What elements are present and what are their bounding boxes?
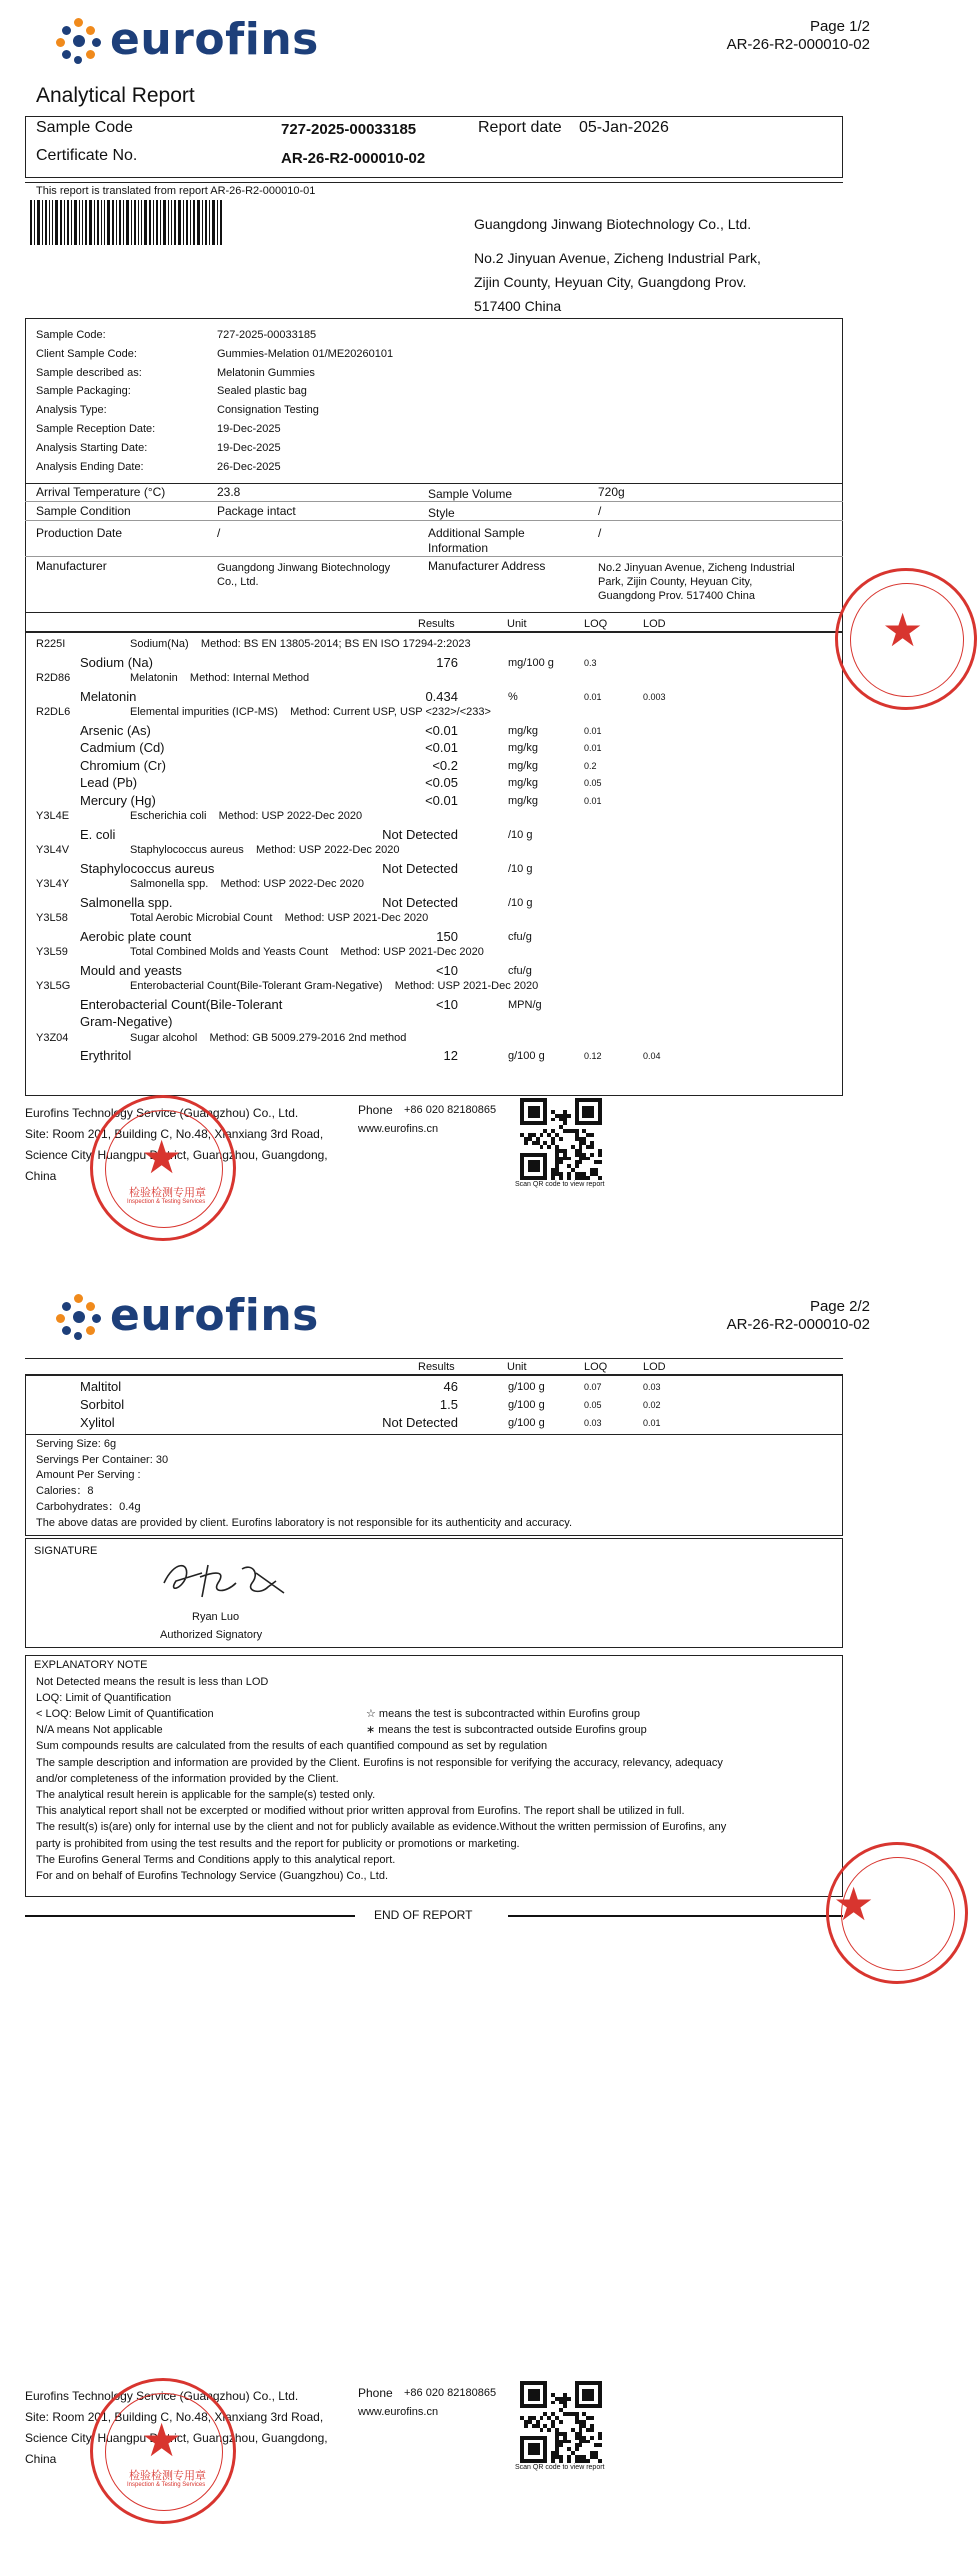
result-value: 46 — [443, 1379, 458, 1394]
analyte-name: Chromium (Cr) — [80, 757, 166, 773]
test-code: Y3L4V — [36, 844, 70, 856]
info-value: 19-Dec-2025 — [217, 422, 281, 435]
footer-phone: +86 020 82180865 — [404, 1104, 497, 1116]
sample-code-value: 727-2025-00033185 — [281, 121, 417, 138]
result-value: 12 — [443, 1048, 458, 1063]
loq-value: 0.05 — [584, 1400, 602, 1410]
signature-box — [25, 1538, 843, 1648]
explanatory-title: EXPLANATORY NOTE — [34, 1659, 148, 1671]
unit-value: MPN/g — [508, 998, 542, 1011]
certificate-label: Certificate No. — [36, 147, 138, 164]
analyte-name: Mercury (Hg) — [80, 792, 156, 808]
analyte-name: Mould and yeasts — [80, 962, 182, 978]
loq-value: 0.05 — [584, 778, 602, 788]
footer-site-line: Site: Room 201, Building C, No.48, Xianxiang 3rd Road, — [25, 1127, 324, 1141]
info-label: Analysis Ending Date: — [36, 460, 144, 473]
unit-header: Unit — [507, 1361, 527, 1373]
manufacturer-address-line: No.2 Jinyuan Avenue, Zicheng Industrial — [598, 562, 795, 574]
client-address-line: Zijin County, Heyuan City, Guangdong Prov. — [474, 274, 747, 290]
summary-box — [25, 116, 843, 178]
sample-volume-label: Sample Volume — [428, 487, 513, 501]
nutrition-line: Servings Per Container: 30 — [36, 1453, 169, 1466]
page-number: Page 1/2 — [809, 18, 870, 35]
style-value: / — [598, 504, 602, 518]
footer-site-line: China — [25, 2452, 57, 2466]
info-value: 727-2025-00033185 — [217, 329, 317, 341]
lod-value: 0.03 — [643, 1382, 661, 1392]
additional-info-label-line: Additional Sample — [428, 526, 525, 540]
lod-value: 0.02 — [643, 1400, 661, 1410]
note-line: The sample description and information are provided by the Client. Eurofins is not responsible for verifying the accuracy, relevancy, adequacy — [36, 1756, 723, 1769]
qr-code[interactable] — [520, 2381, 602, 2463]
additional-info-label-line: Information — [428, 541, 489, 555]
note-line: Sum compounds results are calculated from the results of each quantified compound as set by regulation — [36, 1740, 548, 1753]
analyte-name: Aerobic plate count — [80, 928, 192, 944]
stamp-text: 检验检测专用章 — [129, 1187, 206, 1199]
result-value: <10 — [435, 996, 458, 1012]
unit-value: /10 g — [508, 862, 533, 875]
test-code: Y3L58 — [36, 912, 68, 924]
analyte-name: Salmonella spp. — [80, 894, 173, 910]
eurofins-logo-page2 — [56, 1290, 319, 1341]
unit-value: g/100 g — [508, 1399, 545, 1411]
analyte-name: Maltitol — [80, 1379, 122, 1394]
results-header: Results — [418, 618, 455, 630]
sample-volume-value: 720g — [598, 485, 625, 499]
unit-value: mg/kg — [508, 777, 538, 789]
sample-code-label: Sample Code — [36, 119, 133, 136]
additional-info-value: / — [598, 526, 602, 540]
footer-site-line: Site: Room 201, Building C, No.48, Xianxiang 3rd Road, — [25, 2410, 324, 2424]
report-date-label: Report date — [478, 119, 562, 136]
loq-value: 0.01 — [584, 795, 602, 806]
report-date-value: 05-Jan-2026 — [579, 119, 669, 136]
signature-image — [156, 1553, 306, 1605]
page-title: Analytical Report — [36, 84, 195, 107]
page-number: Page 2/2 — [809, 1298, 870, 1315]
eurofins-wordmark: eurofins — [110, 1290, 319, 1341]
test-method: Staphylococcus aureus Method: USP 2022-Dec 2020 — [130, 844, 400, 856]
barcode — [30, 200, 224, 245]
manufacturer-address-value — [598, 561, 795, 603]
company-stamp: ★ 检验检测专用章 Inspection & Testing Services — [90, 2378, 236, 2524]
signatory-name: Ryan Luo — [192, 1611, 240, 1623]
eurofins-dots-icon — [56, 16, 104, 64]
result-value: <0.01 — [425, 722, 458, 738]
analyte-name: Enterobacterial Count(Bile-Tolerant — [80, 996, 283, 1012]
analyte-name: Arsenic (As) — [80, 722, 151, 738]
nutrition-line: Calories：8 — [36, 1485, 94, 1498]
test-code: R2D86 — [36, 672, 71, 684]
sample-condition-label: Sample Condition — [36, 504, 131, 518]
info-label: Analysis Starting Date: — [36, 441, 148, 454]
test-code: Y3L4Y — [36, 878, 70, 890]
unit-value: mg/100 g — [508, 656, 554, 669]
stamp-subtext: Inspection & Testing Services — [127, 1199, 206, 1205]
lod-header: LOD — [643, 618, 666, 630]
signatory-title: Authorized Signatory — [160, 1629, 263, 1641]
info-label: Client Sample Code: — [36, 347, 137, 360]
edge-stamp: ★ — [826, 1842, 968, 1984]
qr-caption: Scan QR code to view report — [515, 1181, 605, 1188]
translation-note: This report is translated from report AR-26-R2-000010-01 — [36, 185, 316, 197]
test-code: R225I — [36, 638, 66, 650]
result-value: 0.434 — [425, 688, 458, 704]
qr-caption: Scan QR code to view report — [515, 2464, 605, 2471]
test-method: Enterobacterial Count(Bile-Tolerant Gram-Negative) Method: USP 2021-Dec 2020 — [130, 980, 539, 992]
analyte-name: Staphylococcus aureus — [80, 860, 215, 876]
info-value: Gummies-Melation 01/ME20260101 — [217, 347, 394, 360]
note-line: and/or completeness of the information provided by the Client. — [36, 1772, 339, 1785]
info-value: 26-Dec-2025 — [217, 460, 281, 473]
analyte-name: Lead (Pb) — [80, 775, 138, 790]
unit-value: g/100 g — [508, 1050, 545, 1062]
manufacturer-line: Co., Ltd. — [217, 576, 259, 588]
test-code: Y3Z04 — [36, 1031, 69, 1044]
note-line: Not Detected means the result is less than LOD — [36, 1676, 269, 1688]
note-line: The result(s) is(are) only for internal use by the client and not for publicly available as evidence.Without the written permission of Eurofins, any — [36, 1821, 727, 1834]
unit-value: cfu/g — [508, 930, 532, 943]
test-method: Salmonella spp. Method: USP 2022-Dec 2020 — [130, 878, 364, 890]
info-value: Consignation Testing — [217, 404, 319, 417]
sample-info-values — [217, 326, 393, 476]
loq-value: 0.12 — [584, 1051, 602, 1061]
manufacturer-line: Guangdong Jinwang Biotechnology — [217, 562, 391, 574]
unit-value: /10 g — [508, 828, 533, 841]
test-method: Total Aerobic Microbial Count Method: USP 2021-Dec 2020 — [130, 912, 429, 924]
qr-code[interactable] — [520, 1098, 602, 1180]
production-date-value: / — [217, 526, 221, 540]
stamp-subtext: Inspection & Testing Services — [127, 2482, 206, 2488]
test-method: Total Combined Molds and Yeasts Count Method: USP 2021-Dec 2020 — [130, 946, 484, 958]
unit-value: /10 g — [508, 896, 533, 909]
report-number: AR-26-R2-000010-02 — [726, 1316, 870, 1333]
manufacturer-address-line: Guangdong Prov. 517400 China — [598, 590, 755, 602]
explanatory-notes — [36, 1674, 726, 1884]
info-value: 19-Dec-2025 — [217, 441, 281, 454]
nutrition-line: Amount Per Serving : — [36, 1469, 141, 1482]
loq-header: LOQ — [584, 1361, 608, 1373]
sample-condition-value: Package intact — [217, 504, 296, 518]
lod-value: 0.003 — [643, 691, 666, 702]
manufacturer-value — [217, 561, 390, 589]
result-value: 176 — [436, 654, 458, 670]
analyte-name: Sorbitol — [80, 1397, 125, 1412]
lod-value: 0.04 — [643, 1051, 661, 1061]
nutrition-line: Serving Size: 6g — [36, 1438, 117, 1450]
result-value: 1.5 — [439, 1397, 458, 1412]
page2-header-info — [727, 1298, 870, 1334]
unit-value: cfu/g — [508, 964, 532, 977]
unit-value: % — [508, 690, 518, 703]
note-line: ☆ means the test is subcontracted within Eurofins group — [366, 1708, 641, 1721]
style-label: Style — [428, 506, 455, 520]
eurofins-wordmark: eurofins — [110, 14, 319, 65]
test-method: Sodium(Na) Method: BS EN 13805-2014; BS EN ISO 17294-2:2023 — [130, 638, 471, 650]
footer-website[interactable]: www.eurofins.cn — [358, 2406, 439, 2418]
manufacturer-label: Manufacturer — [36, 559, 107, 573]
certificate-value: AR-26-R2-000010-02 — [281, 150, 426, 167]
result-value: <0.05 — [425, 775, 458, 790]
lod-header: LOD — [643, 1361, 666, 1373]
company-stamp: ★ 检验检测专用章 Inspection & Testing Services — [90, 1095, 236, 1241]
note-line: For and on behalf of Eurofins Technology Service (Guangzhou) Co., Ltd. — [36, 1870, 389, 1883]
loq-header: LOQ — [584, 618, 608, 630]
info-label: Sample Reception Date: — [36, 422, 156, 435]
info-label: Sample Packaging: — [36, 385, 131, 398]
nutrition-info — [36, 1437, 572, 1531]
result-value: Not Detected — [382, 860, 458, 876]
info-value: Melatonin Gummies — [217, 366, 315, 379]
manufacturer-address-label: Manufacturer Address — [428, 559, 546, 573]
footer-site-line: Science City, Huangpu District, Guangzhou, Guangdong, — [25, 2431, 328, 2445]
info-label: Analysis Type: — [36, 404, 107, 417]
unit-value: g/100 g — [508, 1417, 545, 1429]
test-method: Escherichia coli Method: USP 2022-Dec 2020 — [130, 810, 363, 822]
footer-site-line: Science City, Huangpu District, Guangzhou, Guangdong, — [25, 1148, 328, 1162]
note-line: This analytical report shall not be excerpted or modified without prior written approval from Eurofins. The report shall be utilized in full. — [36, 1805, 685, 1818]
page-header-info — [727, 18, 870, 54]
loq-value: 0.01 — [584, 691, 602, 702]
test-method: Melatonin Method: Internal Method — [130, 672, 310, 684]
note-line: The analytical result herein is applicable for the sample(s) tested only. — [36, 1789, 376, 1802]
test-code: R2DL6 — [36, 706, 71, 718]
test-code: Y3L59 — [36, 946, 68, 958]
unit-value: mg/kg — [508, 759, 538, 772]
note-line: The Eurofins General Terms and Conditions apply to this analytical report. — [36, 1853, 396, 1866]
result-value: <0.2 — [432, 757, 458, 773]
sample-info-labels — [36, 326, 155, 476]
result-value: <0.01 — [425, 792, 458, 808]
loq-value: 0.01 — [584, 725, 602, 736]
loq-value: 0.07 — [584, 1382, 602, 1392]
arrival-temp-label: Arrival Temperature (°C) — [36, 485, 166, 499]
unit-value: mg/kg — [508, 742, 538, 754]
stamp-text: 检验检测专用章 — [129, 2470, 206, 2482]
test-method: Sugar alcohol Method: GB 5009.279-2016 2nd method — [130, 1031, 407, 1044]
arrival-temp-value: 23.8 — [217, 485, 241, 499]
test-method: Elemental impurities (ICP-MS) Method: Current USP, USP <232>/<233> — [130, 706, 491, 718]
footer-company: Eurofins Technology Service (Guangzhou) Co., Ltd. — [25, 2389, 299, 2403]
footer-website[interactable]: www.eurofins.cn — [358, 1123, 439, 1135]
nutrition-line: Carbohydrates：0.4g — [36, 1500, 141, 1513]
additional-info-label — [428, 526, 525, 556]
edge-stamp: ★ — [835, 568, 977, 710]
footer-phone-label: Phone — [358, 1103, 393, 1117]
analyte-name: E. coli — [80, 826, 116, 842]
lod-value: 0.01 — [643, 1418, 661, 1428]
loq-value: 0.2 — [584, 760, 597, 771]
unit-value: g/100 g — [508, 1381, 545, 1393]
manufacturer-address-line: Park, Zijin County, Heyuan City, — [598, 576, 753, 588]
nutrition-line: The above datas are provided by client. Eurofins laboratory is not responsible for its authenticity and accuracy. — [36, 1516, 573, 1529]
eurofins-dots-icon — [56, 1292, 104, 1340]
loq-value: 0.03 — [584, 1418, 602, 1428]
footer-company: Eurofins Technology Service (Guangzhou) Co., Ltd. — [25, 1106, 299, 1120]
results-header: Results — [418, 1361, 455, 1373]
loq-value: 0.01 — [584, 743, 602, 753]
analyte-name: Xylitol — [80, 1415, 115, 1430]
footer-site-line: China — [25, 1169, 57, 1183]
result-value: <10 — [435, 962, 458, 978]
client-name: Guangdong Jinwang Biotechnology Co., Ltd. — [474, 216, 752, 232]
report-number: AR-26-R2-000010-02 — [726, 36, 870, 53]
client-address-line: 517400 China — [474, 298, 562, 314]
signature-label: SIGNATURE — [34, 1545, 98, 1557]
result-value: Not Detected — [382, 894, 458, 910]
footer-phone: +86 020 82180865 — [404, 2387, 497, 2399]
client-address-line: No.2 Jinyuan Avenue, Zicheng Industrial Park, — [474, 250, 761, 266]
note-line: party is prohibited from using the test results and the report for publicity or promotions or marketing. — [36, 1837, 520, 1850]
eurofins-logo — [56, 14, 319, 65]
unit-header: Unit — [507, 618, 527, 630]
loq-value: 0.3 — [584, 657, 597, 668]
analyte-name: Gram-Negative) — [80, 1014, 173, 1029]
note-line: LOQ: Limit of Quantification — [36, 1692, 172, 1705]
production-date-label: Production Date — [36, 526, 123, 540]
unit-value: mg/kg — [508, 794, 538, 807]
info-value: Sealed plastic bag — [217, 385, 307, 398]
result-value: 150 — [436, 928, 458, 944]
result-value: Not Detected — [382, 826, 458, 842]
result-value: Not Detected — [382, 1415, 458, 1430]
test-code: Y3L4E — [36, 810, 70, 822]
result-value: <0.01 — [425, 740, 458, 755]
client-address — [474, 246, 761, 318]
note-line: < LOQ: Below Limit of Quantification — [36, 1708, 214, 1721]
analyte-name: Cadmium (Cd) — [80, 740, 165, 755]
unit-value: mg/kg — [508, 724, 538, 737]
note-line: N/A means Not applicable — [36, 1724, 163, 1737]
footer-phone-label: Phone — [358, 2386, 393, 2400]
note-line: ∗ means the test is subcontracted outside Eurofins group — [366, 1724, 647, 1737]
end-of-report: END OF REPORT — [374, 1908, 473, 1922]
info-label: Sample described as: — [36, 366, 142, 379]
analyte-name: Erythritol — [80, 1048, 132, 1063]
info-label: Sample Code: — [36, 329, 106, 341]
test-code: Y3L5G — [36, 980, 71, 992]
analyte-name: Melatonin — [80, 688, 137, 704]
analyte-name: Sodium (Na) — [80, 654, 153, 670]
